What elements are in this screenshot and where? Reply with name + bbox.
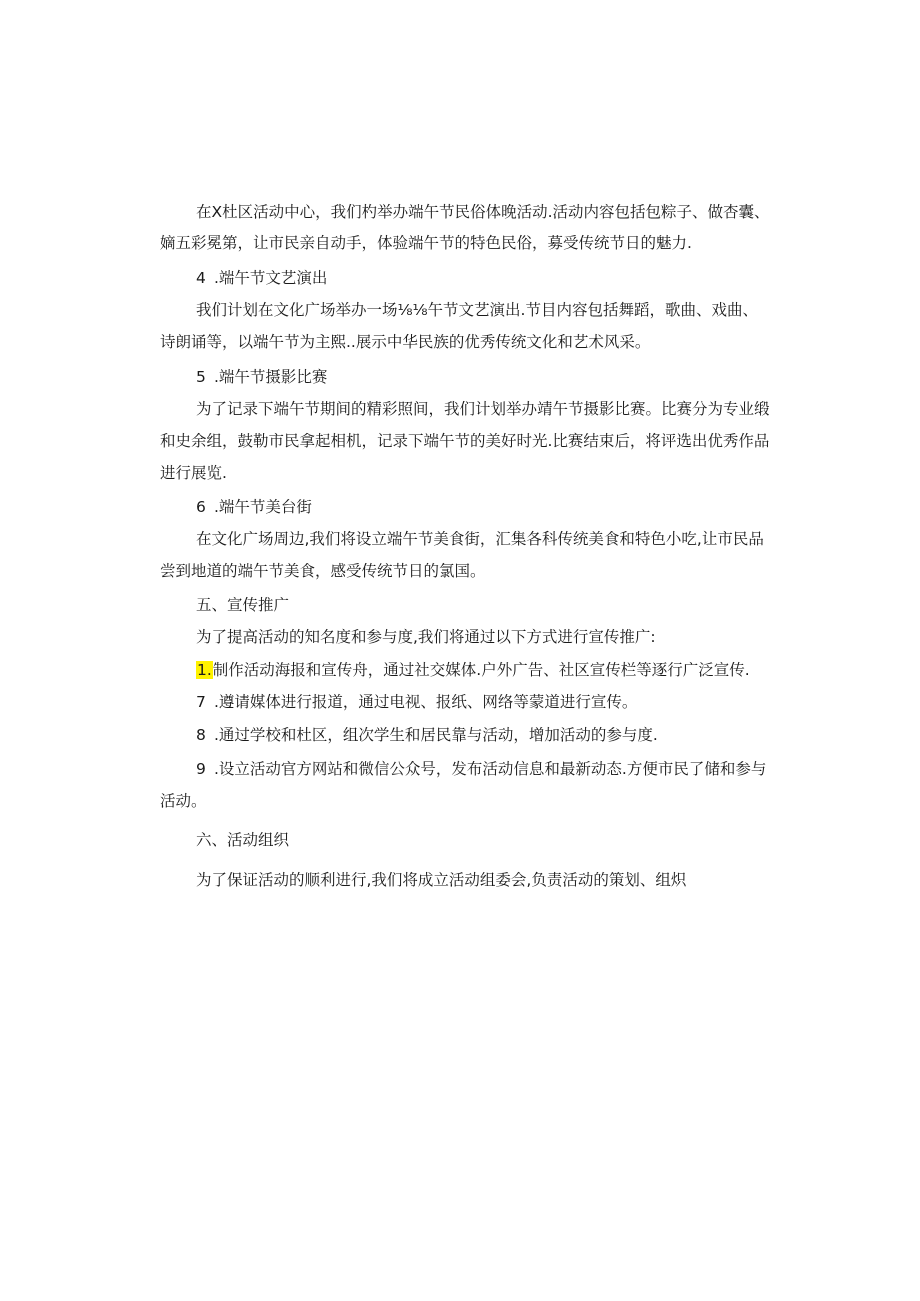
- section-heading: .端午节美台街: [214, 498, 312, 516]
- paragraph-line: 为了提高活动的知名度和参与度,我们将通过以下方式进行宣传推广:: [196, 628, 656, 646]
- list-number: 4: [196, 269, 206, 287]
- list-number: 8: [196, 726, 206, 744]
- list-item-text: .设立活动官方网站和微信公众号，发布活动信息和最新动态.方便市民了储和参与: [214, 760, 767, 778]
- list-number: 9: [196, 760, 206, 778]
- paragraph-line: 诗朗诵等，以端午节为主熙..展示中华民族的优秀传统文化和艺术风采。: [160, 333, 651, 351]
- highlighted-number: 1.: [197, 661, 212, 679]
- section-heading: 五、宣传推广: [196, 596, 290, 614]
- paragraph-line: 和史余组，鼓勒市民拿起相机，记录下端午节的美好时光.比赛结束后，将评选出优秀作品: [160, 432, 770, 450]
- paragraph-line: 活动。: [160, 792, 207, 810]
- section-heading: .端午节文艺演出: [214, 269, 328, 287]
- paragraph-line: 为了记录下端午节期间的精彩照间，我们计划举办靖午节摄影比赛。比赛分为专业缎: [196, 400, 770, 418]
- paragraph-line: 进行展览.: [160, 464, 227, 482]
- list-number: 7: [196, 693, 206, 711]
- paragraph-line: 尝到地道的端午节美食，感受传统节日的氯国。: [160, 562, 486, 580]
- paragraph-line: 在X杜区活动中心，我们杓举办端午节民俗体晚活动.活动内容包括包粽子、做杏囊、: [196, 203, 770, 221]
- list-number: 5: [196, 368, 206, 386]
- list-number: 6: [196, 498, 206, 516]
- list-item-text: 制作活动海报和宣传舟，通过社交媒体.户外广告、社区宣传栏等逐行广泛宣传.: [212, 661, 750, 679]
- paragraph-line: 在文化广场周边,我们将设立端午节美食街，汇集各科传统美食和特色小吃,让市民品: [196, 530, 764, 548]
- list-item: [196, 659, 750, 681]
- paragraph-line: 我们计划在文化广场举办一场⅛⅛午节文艺演出.节目内容包括舞蹈，歌曲、戏曲、: [196, 301, 758, 319]
- list-item-text: .通过学校和杜区，组次学生和居民靠与活动，增加活动的参与度.: [214, 726, 658, 744]
- list-item-text: .遵请媒体进行报道，通过电视、报纸、网络等蒙道进行宣传。: [214, 693, 638, 711]
- section-heading: 六、活动组织: [196, 831, 290, 849]
- section-heading: .端午节摄影比赛: [214, 368, 328, 386]
- paragraph-line: 嫡五彩冕第，让市民亲自动手，体验端午节的特色民俗，募受传统节日的魅力.: [160, 234, 692, 252]
- paragraph-line: 为了保证活动的顺利进行,我们将成立活动组委会,负责活动的策划、组炽: [196, 871, 687, 889]
